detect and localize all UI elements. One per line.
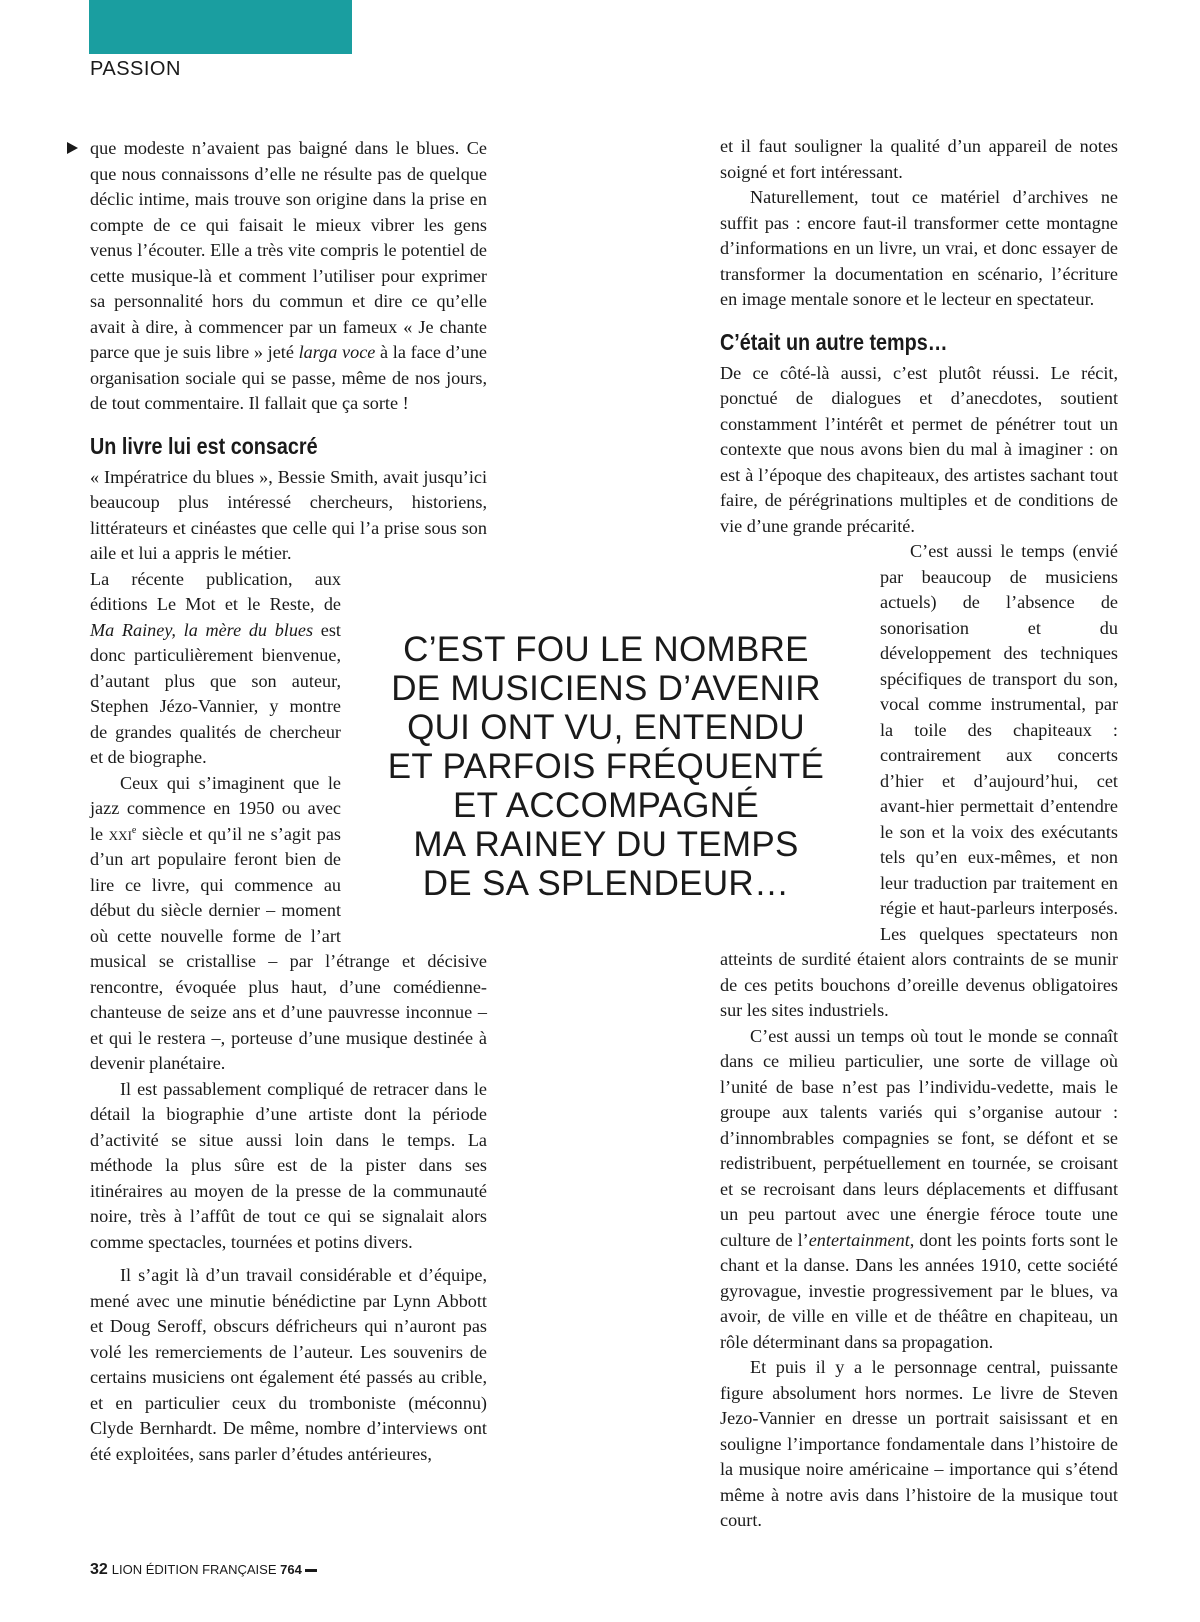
pull-quote-line: DE SA SPLENDEUR… — [422, 864, 790, 903]
subheading: Un livre lui est consacré — [90, 432, 318, 459]
paragraph: De ce côté-là aussi, c’est plutôt réussi. Le récit, ponctué de dialogues et d’anecdotes, soutient constamment l’intérêt et permet de pénétrer tout un contexte que nous avons bien du mal à imaginer : on est à l’époque des chapiteaux, des artistes sachant tout faire, de pérégrinations multiples et de conditions de vie d’une grande précarité. — [720, 362, 1118, 536]
paragraph: Ceux qui s’imaginent que le jazz commence en 1950 ou avec le xxi$^e$ siècle et qu’il ne s’agit pas d’un art populaire feront bien de lire ce livre, qui commence au début du siècle dernier – moment où cette nouvelle forme de l’art musical se cristallise – par l’étrange et décisive rencontre, évoquée plus haut, d’une comédienne-chanteuse de seize ans et d’une pauvresse inconnue – et qui le restera –, porteuse d’une musique destinée à devenir planétaire. — [90, 772, 487, 1073]
subheading: C’était un autre temps… — [720, 328, 948, 355]
paragraph: « Impératrice du blues », Bessie Smith, avait jusqu’ici beaucoup plus intéressé chercheurs, historiens, littérateurs et cinéastes que celle qui l’a prise sous son aile et lui a appris le métier. — [90, 466, 487, 563]
issue-number: 764 — [280, 1562, 302, 1577]
pull-quote-line: MA RAINEY DU TEMPS — [413, 825, 799, 864]
paragraph: La récente publication, aux éditions Le Mot et le Reste, de Ma Rainey, la mère du blues est donc particulièrement bienvenue, d’autant plus que son auteur, Stephen Jézo-Vannier, y montre de grandes qualités de chercheur et de biographe. — [90, 568, 341, 767]
paragraph: Il s’agit là d’un travail considérable et d’équipe, mené avec une minutie bénédictine par Lynn Abbott et Doug Seroff, obscurs défricheurs qui n’auront pas volé les remerciements de l’auteur. Les souvenirs de certains musiciens ont également été passés au crible, et en particulier ceux du tromboniste (méconnu) Clyde Bernhardt. De même, nombre d’interviews ont été exploitées, sans parler d’études antérieures, — [90, 1265, 487, 1464]
pull-quote-line: QUI ONT VU, ENTENDU — [407, 708, 805, 747]
pull-quote-line: DE MUSICIENS D’AVENIR — [391, 669, 821, 708]
paragraph: Il est passablement compliqué de retracer dans le détail la biographie d’une artiste dont la période d’activité se situe aussi loin dans le temps. La méthode la plus sûre est de la pister dans ses itinéraires au moyen de la presse de la communauté noire, très à l’affût de tout ce qui se signalait alors comme spectacles, tournées et potins divers. — [90, 1078, 487, 1252]
section-label: PASSION — [90, 58, 181, 80]
paragraph: C’est aussi un temps où tout le monde se connaît dans ce milieu particulier, une sorte de village où l’unité de base n’est pas l’individu-vedette, mais le groupe aux talents variés qui s’organise autour : d’innombrables compagnies se font, se défont et se redistribuent, perpétuellement en tournée, se croisant et se recroisant dans leurs déplacements et diffusant un peu partout avec une énergie féroce toute une culture de l’entertainment, dont les points forts sont le chant et la danse. Dans les années 1910, cette société gyrovague, investie progressivement par le blues, va avoir, de ville en ville et de théâtre en chapiteau, un rôle déterminant dans sa propagation. — [720, 1025, 1118, 1352]
paragraph: et il faut souligner la qualité d’un appareil de notes soigné et fort intéressant. — [720, 136, 1118, 182]
paragraph: C’est aussi le temps (envié par beaucoup de musiciens actuels) de l’absence de sonorisation et du développement des techniques spécifiques de transport du son, vocal comme instrumental, par la toile des chapiteaux : contrairement aux concerts d’hier et d’aujourd’hui, cet avant-hier permettait d’entendre le son et la voix des exécutants tels qu’en eux-mêmes, et non leur traduction par traitement en régie et haut-parleurs interposés. Les quelques spectateurs non atteints de surdité étaient alors contraints de se munir de ces petits bouchons d’oreille devenus obligatoires sur les sites industriels. — [720, 541, 1118, 1020]
page-footer — [90, 1561, 317, 1579]
section-color-bar — [89, 0, 352, 54]
pull-quote-line: ET ACCOMPAGNÉ — [453, 786, 759, 825]
pull-quote-line: ET PARFOIS FRÉQUENTÉ — [387, 747, 825, 786]
page-number: 32 — [90, 1561, 108, 1578]
pull-quote-line: C’EST FOU LE NOMBRE — [403, 630, 809, 669]
footer-rule — [305, 1569, 317, 1572]
pull-quote — [386, 630, 826, 903]
paragraph: que modeste n’avaient pas baigné dans le blues. Ce que nous connaissons d’elle ne résulte pas de quelque déclic intime, mais trouve son origine dans la prise en compte de ce qui faisait le mieux vibrer les gens venus l’écouter. Elle a très vite compris le potentiel de cette musique-là et comment l’utiliser pour exprimer sa personnalité hors du commun et dire ce qu’elle avait à dire, à commencer par un fameux « Je chante parce que je suis libre » jeté larga voce à la face d’une organisation sociale qui se passe, même de nos jours, de tout commentaire. Il fallait que ça sorte ! — [90, 138, 488, 413]
paragraph: Naturellement, tout ce matériel d’archives ne suffit pas : encore faut-il transformer cette montagne d’informations en un livre, un vrai, et donc essayer de transformer la documentation en scénario, l’écriture en image mentale sonore et le lecteur en spectateur. — [720, 187, 1118, 309]
paragraph: Et puis il y a le personnage central, puissante figure absolument hors normes. Le livre de Steven Jezo-Vannier en dresse un portrait saisissant et en souligne l’importance fondamentale dans l’histoire de la musique noire américaine – importance qui s’étend même à notre avis dans l’histoire de la musique tout court. — [720, 1357, 1118, 1530]
continuation-arrow-icon — [67, 142, 78, 154]
publication-name: LION ÉDITION FRANÇAISE — [111, 1562, 277, 1577]
